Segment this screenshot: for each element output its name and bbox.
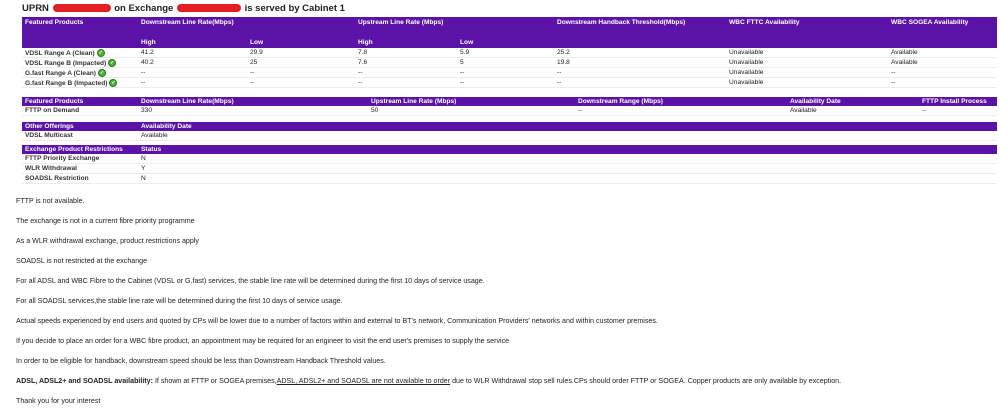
thanks-text: Thank you for your interest — [16, 397, 101, 405]
note-priority: The exchange is not in a current fibre priority programme — [16, 217, 195, 225]
threshold-value: -- — [554, 68, 726, 78]
us-high-value: 7.6 — [355, 58, 457, 68]
col-fttp-install: FTTP Install Process — [919, 97, 997, 106]
table-row — [22, 68, 997, 78]
col-availability-date: Availability Date — [138, 122, 997, 131]
notes-section — [16, 197, 991, 417]
adsl-note-bold: ADSL, ADSL2+ and SOADSL availability: — [16, 377, 153, 385]
note-handback: In order to be eligible for handback, downstream speed should be less than Downstream Handback Threshold values. — [16, 357, 386, 365]
restriction-name: FTTP Priority Exchange — [22, 154, 138, 164]
table-row — [22, 174, 997, 184]
fttp-table — [22, 97, 997, 116]
product-name: G.fast Range A (Clean) — [25, 69, 96, 77]
col-wbc-sogea: WBC SOGEA Availability — [888, 17, 997, 37]
sogea-value: -- — [888, 78, 997, 88]
us-high-value: -- — [355, 78, 457, 88]
restriction-status: Y — [138, 164, 997, 174]
adsl-note-underline: ADSL, ADSL2+ and SOADSL are not available to order — [276, 377, 451, 385]
col-featured-products: Featured Products — [22, 97, 138, 106]
threshold-value: 25.2 — [554, 48, 726, 58]
adsl-note-pre: If shown at FTTP or SOGEA premises, — [152, 377, 277, 385]
product-name: FTTP on Demand — [22, 106, 138, 116]
ds-high-value: 40.2 — [138, 58, 247, 68]
table-row — [22, 58, 997, 68]
us-high-value: -- — [355, 68, 457, 78]
col-availability-date: Availability Date — [787, 97, 919, 106]
fttc-value: Unavailable — [726, 78, 888, 88]
ds-low-value: -- — [247, 68, 355, 78]
sogea-value: Available — [888, 58, 997, 68]
other-header-row — [22, 122, 997, 131]
product-name: G.fast Range B (Impacted) — [25, 79, 108, 87]
ds-high-value: 41.2 — [138, 48, 247, 58]
install-value: -- — [919, 106, 997, 116]
fttc-value: Unavailable — [726, 58, 888, 68]
col-featured-products: Featured Products — [22, 17, 138, 37]
fttc-value: Unavailable — [726, 68, 888, 78]
threshold-value: 19.8 — [554, 58, 726, 68]
title-suffix: is served by Cabinet 1 — [244, 3, 345, 14]
product-name: VDSL Range B (Impacted) — [25, 59, 107, 67]
table-row — [22, 78, 997, 88]
note-adsl-availability — [16, 377, 991, 397]
note-soadsl: SOADSL is not restricted at the exchange — [16, 257, 148, 265]
product-name: VDSL Range A (Clean) — [25, 49, 95, 57]
col-other-offerings: Other Offerings — [22, 122, 138, 131]
ds-low-value: 29.9 — [247, 48, 355, 58]
fttc-value: Unavailable — [726, 48, 888, 58]
col-upstream-rate: Upstream Line Rate (Mbps) — [368, 97, 575, 106]
note-adsl-wbc: For all ADSL and WBC Fibre to the Cabinet (VDSL or G.fast) services, the stable line rate will be determined during the first 10 days of service usage. — [16, 277, 485, 285]
col-downstream-rate: Downstream Line Rate(Mbps) — [138, 17, 355, 37]
sub-us-low: Low — [457, 37, 554, 48]
title-mid: on Exchange — [114, 3, 174, 14]
note-speeds: Actual speeds experienced by end users and quoted by CPs will be lower due to a number of factors within and external to BT's network, Communication Providers' networks and within customer premises. — [16, 317, 658, 325]
sub-ds-low: Low — [247, 37, 355, 48]
col-downstream-range: Downstream Range (Mbps) — [575, 97, 787, 106]
table-row — [22, 164, 997, 174]
title-prefix: UPRN — [22, 3, 49, 14]
adsl-note-post: due to WLR Withdrawal stop sell rules.CPs should order FTTP or SOGEA. Copper products are only available by exception. — [450, 377, 842, 385]
ds-high-value: -- — [138, 78, 247, 88]
page-title — [22, 3, 345, 17]
sogea-value: -- — [888, 68, 997, 78]
table-row — [22, 154, 997, 164]
col-handback-threshold: Downstream Handback Threshold(Mbps) — [554, 17, 726, 37]
us-value: 50 — [368, 106, 575, 116]
check-circle-icon: ✓ — [110, 59, 115, 66]
col-downstream-rate: Downstream Line Rate(Mbps) — [138, 97, 368, 106]
us-low-value: -- — [457, 68, 554, 78]
note-fttp: FTTP is not available. — [16, 197, 85, 205]
date-value: Available — [787, 106, 919, 116]
table-row — [22, 106, 997, 116]
ds-value: 330 — [138, 106, 368, 116]
redacted-uprn — [53, 4, 111, 12]
us-low-value: 5 — [457, 58, 554, 68]
threshold-value: -- — [554, 78, 726, 88]
restriction-status: N — [138, 174, 997, 184]
product-name: VDSL Multicast — [22, 131, 138, 141]
col-wbc-fttc: WBC FTTC Availability — [726, 17, 888, 37]
table-row — [22, 131, 997, 141]
sub-us-high: High — [355, 37, 457, 48]
other-offerings-table — [22, 122, 997, 141]
note-appointment: If you decide to place an order for a WBC fibre product, an appointment may be required for an engineer to visit the end user's premises to supply the service — [16, 337, 510, 345]
date-value: Available — [138, 131, 997, 141]
copper-availability-table — [22, 17, 997, 88]
restriction-name: SOADSL Restriction — [22, 174, 138, 184]
copper-subheader-row — [22, 37, 997, 48]
sogea-value: Available — [888, 48, 997, 58]
ds-high-value: -- — [138, 68, 247, 78]
restrictions-header-row — [22, 145, 997, 154]
col-status: Status — [138, 145, 997, 154]
col-restrictions: Exchange Product Restrictions — [22, 145, 138, 154]
fttp-header-row — [22, 97, 997, 106]
table-row — [22, 48, 997, 58]
sub-ds-high: High — [138, 37, 247, 48]
note-wlr: As a WLR withdrawal exchange, product restrictions apply — [16, 237, 199, 245]
check-circle-icon: ✓ — [98, 49, 103, 56]
ds-low-value: 25 — [247, 58, 355, 68]
redacted-exchange — [177, 4, 241, 12]
copper-header-row — [22, 17, 997, 37]
restrictions-table — [22, 145, 997, 184]
restriction-status: N — [138, 154, 997, 164]
restriction-name: WLR Withdrawal — [22, 164, 138, 174]
note-soadsl-rate: For all SOADSL services,the stable line rate will be determined during the first 10 days of service usage. — [16, 297, 343, 305]
us-low-value: -- — [457, 78, 554, 88]
range-value: -- — [575, 106, 787, 116]
check-circle-icon: ✓ — [99, 69, 105, 76]
us-low-value: 5.9 — [457, 48, 554, 58]
check-circle-icon: ✓ — [111, 79, 116, 86]
col-upstream-rate: Upstream Line Rate (Mbps) — [355, 17, 554, 37]
us-high-value: 7.8 — [355, 48, 457, 58]
ds-low-value: -- — [247, 78, 355, 88]
